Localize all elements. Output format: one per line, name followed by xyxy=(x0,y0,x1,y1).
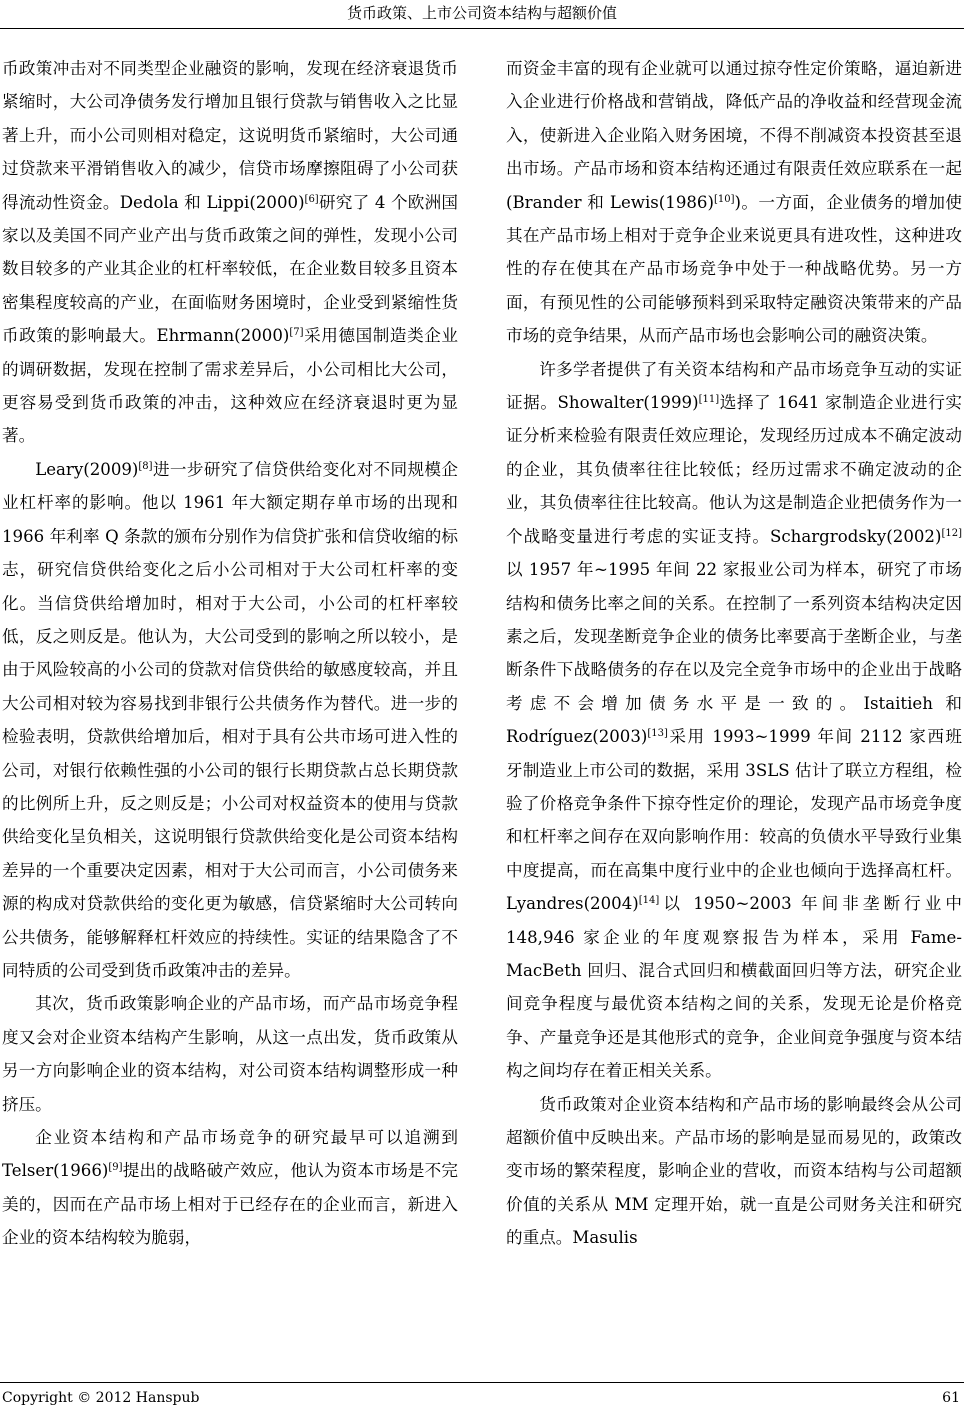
right-column xyxy=(506,52,962,1255)
paragraph xyxy=(506,52,962,353)
paragraph-text: 货币政策对企业资本结构和产品市场的影响最终会从公司超额价值中反映出来。产品市场的影响是显而易见的，政策改变市场的繁荣程度，影响企业的营收，而资本结构与公司超额价值的关系从 MM 定理开始，就一直是公司财务关注和研究的重点。Masulis xyxy=(506,1094,962,1248)
paragraph-text: Leary(2009) xyxy=(35,459,139,479)
paragraph xyxy=(506,353,962,1088)
paragraph xyxy=(2,1121,458,1255)
paragraph-text: 选择了 1641 家制造企业进行实证分析来检验有限责任效应理论，发现经历过成本不确定波动的企业，其负债率往往比较低；经历过需求不确定波动的企业，其负债率往往比较高。他认为这是制造企业把债务作为一个战略变量进行考虑的实证支持。Schargrodsky(2002) xyxy=(506,393,962,546)
paragraph-text: 币政策冲击对不同类型企业融资的影响，发现在经济衰退货币紧缩时，大公司净债务发行增加且银行贷款与销售收入之比显著上升，而小公司则相对稳定，这说明货币紧缩时，大公司通过贷款来平滑销售收入的减少，信贷市场摩擦阻碍了小公司获得流动性资金。Dedola 和 Lippi(2000) xyxy=(2,59,458,212)
citation-ref: [12] xyxy=(941,527,962,539)
paragraph-text: )。一方面，企业债务的增加使其在产品市场上相对于竞争企业来说更具有进攻性，这种进攻性的存在使其在产品市场竞争中处于一种战略优势。另一方面，有预见性的公司能够预料到采取特定融资决策带来的产品市场的竞争结果，从而产品市场也会影响公司的融资决策。 xyxy=(506,192,962,346)
citation-ref: [6] xyxy=(304,193,319,205)
paragraph-text: 许多学者提供了有关资本结构和产品市场竞争互动的实证证据。Showalter(1999) xyxy=(506,359,962,413)
citation-ref: [10] xyxy=(713,193,735,205)
paragraph-text: 企业资本结构和产品市场竞争的研究最早可以追溯到 Telser(1966) xyxy=(2,1128,458,1181)
left-column xyxy=(2,52,458,1255)
paragraph-text: 提出的战略破产效应，他认为资本市场是不完美的，因而在产品市场上相对于已经存在的企业而言，新进入企业的资本结构较为脆弱， xyxy=(2,1161,458,1248)
citation-ref: [7] xyxy=(289,327,304,339)
footer-rule xyxy=(0,1382,964,1383)
paragraph xyxy=(2,52,458,453)
citation-ref: [14] xyxy=(638,895,660,907)
footer-page-number: 61 xyxy=(942,1390,960,1406)
running-header-title: 货币政策、上市公司资本结构与超额价值 xyxy=(346,4,617,22)
citation-ref: [13] xyxy=(647,728,668,740)
citation-ref: [9] xyxy=(108,1162,123,1174)
paragraph xyxy=(2,453,458,988)
citation-ref: [11] xyxy=(698,394,720,406)
paragraph-text: 其次，货币政策影响企业的产品市场，而产品市场竞争程度又会对企业资本结构产生影响，从这一点出发，货币政策从另一方向影响企业的资本结构，对公司资本结构调整形成一种挤压。 xyxy=(2,994,458,1114)
paragraph-text: 进一步研究了信贷供给变化对不同规模企业杠杆率的影响。他以 1961 年大额定期存单市场的出现和 1966 年利率 Q 条款的颁布分别作为信贷扩张和信贷收缩的标志，研究信贷供给变化之后小公司相对于大公司杠杆率的变化。当信贷供给增加时，相对于大公司，小公司的杠杆率较低，反之则反是。他认为，大公司受到的影响之所以较小，是由于风险较高的小公司的贷款对信贷供给的敏感度较高，并且大公司相对较为容易找到非银行公共债务作为替代。进一步的检验表明，贷款供给增加后，相对于具有公共市场可进入性的公司，对银行依赖性强的小公司的银行长期贷款占总长期贷款的比例所上升，反之则反是；小公司对权益资本的使用与贷款供给变化呈负相关，这说明银行贷款供给变化是公司资本结构差异的一个重要决定因素，相对于大公司而言，小公司债务来源的构成对贷款供给的变化更为敏感，信贷紧缩时大公司转向公共债务，能够解释杠杆效应的持续性。实证的结果隐含了不同特质的公司受到货币政策冲击的差异。 xyxy=(2,459,458,980)
paragraph xyxy=(506,1088,962,1255)
paragraph-text: 研究了 4 个欧洲国家以及美国不同产业产出与货币政策之间的弹性，发现小公司数目较多的产业其企业的杠杆率较低，在企业数目较多且资本密集程度较高的产业，在面临财务困境时，企业受到紧缩性货币政策的影响最大。Ehrmann(2000) xyxy=(2,192,459,346)
running-header xyxy=(0,0,964,29)
paragraph xyxy=(2,987,458,1121)
paragraph-text: 采用 1993~1999 年间 2112 家西班牙制造业上市公司的数据，采用 3SLS 估计了联立方程组，检验了价格竞争条件下掠夺性定价的理论，发现产品市场竞争度和杠杆率之间存在双向影响作用：较高的负债水平导致行业集中度提高，而在高集中度行业中的企业也倾向于选择高杠杆。Lyandres(2004) xyxy=(506,727,962,914)
footer-copyright: Copyright © 2012 Hanspub xyxy=(2,1390,200,1406)
paragraph-text: 而资金丰富的现有企业就可以通过掠夺性定价策略，逼迫新进入企业进行价格战和营销战，降低产品的净收益和经营现金流入，使新进入企业陷入财务困境，不得不削减资本投资甚至退出市场。产品市场和资本结构还通过有限责任效应联系在一起(Brander 和 Lewis(1986) xyxy=(506,59,962,212)
paragraph-text: 以 1950~2003 年间非垄断行业中 148,946 家企业的年度观察报告为样本，采用 Fame-MacBeth 回归、混合式回归和横截面回归等方法，研究企业间竞争程度与最优资本结构之间的关系，发现无论是价格竞争、产量竞争还是其他形式的竞争，企业间竞争强度与资本结构之间均存在着正相关关系。 xyxy=(506,894,962,1081)
citation-ref: [8] xyxy=(138,460,153,472)
paragraph-text: 采用德国制造类企业的调研数据，发现在控制了需求差异后，小公司相比大公司，更容易受到货币政策的冲击，这种效应在经济衰退时更为显著。 xyxy=(2,326,458,446)
paragraph-text: 以 1957 年~1995 年间 22 家报业公司为样本，研究了市场结构和债务比率之间的关系。在控制了一系列资本结构决定因素之后，发现垄断竞争企业的债务比率要高于垄断企业，与垄断条件下战略债务的存在以及完全竞争市场中的企业出于战略考虑不会增加债务水平是一致的。Istaitieh 和 Rodríguez(2003) xyxy=(506,560,962,747)
